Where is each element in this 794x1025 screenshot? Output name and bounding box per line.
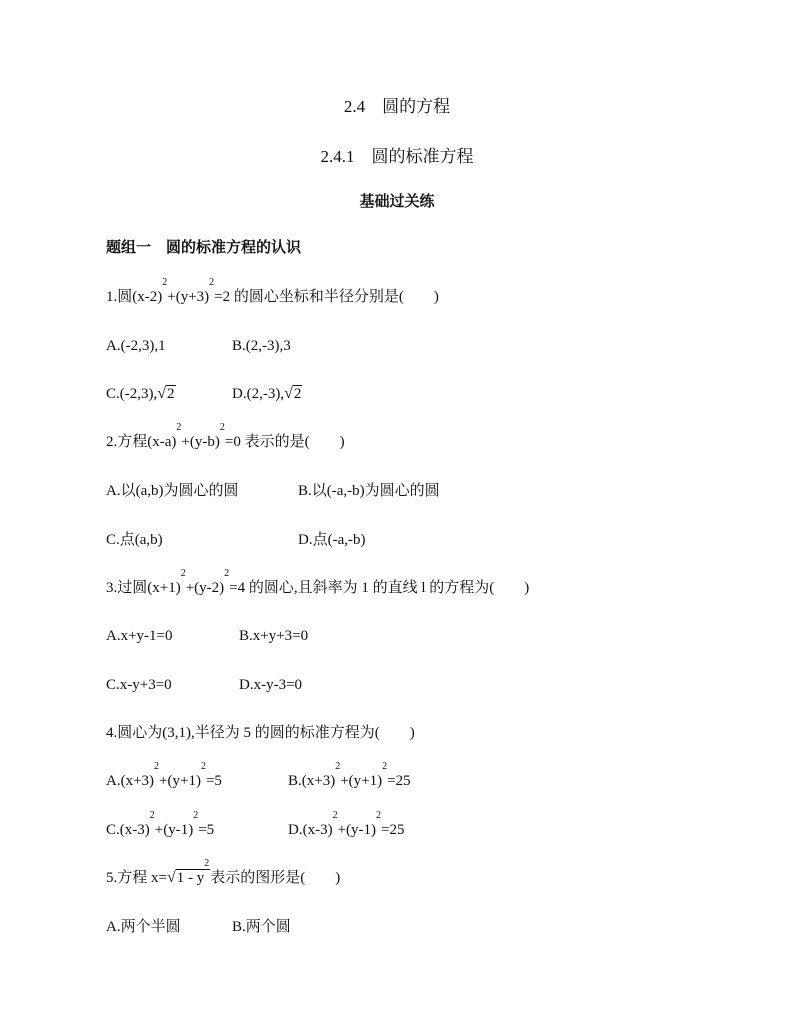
q1-option-d[interactable] [232, 383, 302, 405]
q3-option-d[interactable]: D.x-y-3=0 [239, 677, 303, 693]
q4-options-row-2 [106, 810, 405, 841]
q5-radicand [176, 858, 211, 886]
q4-b-exp-2: 2 [382, 761, 388, 772]
q4-a-text-post: =5 [205, 773, 222, 789]
q1-option-c[interactable] [106, 383, 232, 405]
q1-option-c-radicand: 2 [167, 386, 175, 402]
question-1 [106, 277, 439, 308]
sqrt-symbol: √2 [284, 385, 302, 402]
q4-option-a[interactable] [106, 761, 288, 792]
q2-exp-1: 2 [176, 422, 182, 433]
q1-options-row-1 [106, 335, 291, 357]
q4-b-text-mid: +(y+1) [340, 773, 383, 789]
q1-exp-2: 2 [209, 277, 215, 288]
q2-text-post: =0 表示的是( ) [224, 434, 345, 450]
q2-option-c[interactable]: C.点(a,b) [106, 532, 163, 548]
q4-c-exp-2: 2 [193, 810, 199, 821]
q3-option-b[interactable]: B.x+y+3=0 [239, 628, 309, 644]
q3-exp-2: 2 [224, 568, 230, 579]
q4-c-text-mid: +(y-1) [154, 822, 194, 838]
q5-radicand-exp: 2 [204, 858, 210, 869]
subsection-title: 2.4.1 圆的标准方程 [320, 147, 474, 166]
q4-options-row-1 [106, 761, 411, 792]
q3-options-row-1 [106, 625, 308, 647]
q1-option-c-text: C.(-2,3), [106, 386, 158, 402]
group-heading: 题组一 圆的标准方程的认识 [106, 240, 302, 256]
q4-option-c[interactable] [106, 810, 288, 841]
sqrt-symbol: √2 [157, 385, 175, 402]
q1-text-post: =2 的圆心坐标和半径分别是( ) [214, 289, 439, 305]
q5-options-row-1 [106, 916, 291, 938]
q4-b-text-post: =25 [387, 773, 411, 789]
q5-text: 5.方程 x= [106, 870, 167, 886]
q1-option-b[interactable]: B.(2,-3),3 [232, 338, 291, 354]
q4-c-text: C.(x-3) [106, 822, 150, 838]
q3-text-mid: +(y-2) [185, 580, 225, 596]
question-5 [106, 858, 341, 889]
q4-d-exp-1: 2 [332, 810, 338, 821]
section-title: 2.4 圆的方程 [343, 97, 451, 116]
sqrt-symbol: $√1 - y^2$ [166, 858, 210, 886]
question-3 [106, 568, 530, 599]
q3-text-post: =4 的圆心,且斜率为 1 的直线 l 的方程为( ) [229, 580, 530, 596]
q3-option-a[interactable]: A.x+y-1=0 [106, 628, 173, 644]
q4-a-text-mid: +(y+1) [159, 773, 201, 789]
q4-b-text: B.(x+3) [288, 773, 336, 789]
q4-c-text-post: =5 [198, 822, 215, 838]
q1-option-d-radicand: 2 [293, 386, 302, 402]
q1-exp-1: 2 [162, 277, 168, 288]
q1-options-row-2 [106, 383, 302, 405]
question-4: 4.圆心为(3,1),半径为 5 的圆的标准方程为( ) [106, 725, 415, 741]
q4-b-exp-1: 2 [335, 761, 341, 772]
q4-a-exp-1: 2 [154, 761, 160, 772]
q4-option-b[interactable] [288, 761, 411, 792]
q3-options-row-2 [106, 674, 302, 696]
q3-exp-1: 2 [180, 568, 186, 579]
question-2 [106, 422, 345, 453]
q5-option-b[interactable]: B.两个圆 [232, 919, 291, 935]
q3-text: 3.过圆(x+1) [106, 580, 181, 596]
q5-text-post: 表示的图形是( ) [210, 870, 341, 886]
q1-text: 1.圆(x-2) [106, 289, 163, 305]
q2-options-row-1 [106, 480, 440, 502]
q1-option-a[interactable]: A.(-2,3),1 [106, 338, 166, 354]
q2-option-a[interactable]: A.以(a,b)为圆心的圆 [106, 483, 239, 499]
q2-text: 2.方程(x-a) [106, 434, 177, 450]
q4-a-text: A.(x+3) [106, 773, 155, 789]
q2-text-mid: +(y-b) [181, 434, 220, 450]
q2-options-row-2 [106, 529, 365, 551]
q4-d-text: D.(x-3) [288, 822, 333, 838]
q5-option-a[interactable]: A.两个半圆 [106, 919, 181, 935]
q4-a-exp-2: 2 [200, 761, 206, 772]
q4-d-text-post: =25 [381, 822, 405, 838]
q5-radicand-text: 1 - y [176, 870, 205, 886]
q1-text-mid: +(y+3) [167, 289, 210, 305]
q4-d-text-mid: +(y-1) [337, 822, 377, 838]
q2-option-b[interactable]: B.以(-a,-b)为圆心的圆 [298, 483, 440, 499]
q2-option-d[interactable]: D.点(-a,-b) [298, 532, 366, 548]
q3-option-c[interactable]: C.x-y+3=0 [106, 677, 172, 693]
practice-title: 基础过关练 [359, 194, 435, 210]
q4-option-d[interactable] [288, 810, 405, 841]
q4-d-exp-2: 2 [376, 810, 382, 821]
q2-exp-2: 2 [219, 422, 225, 433]
q1-option-d-text: D.(2,-3), [232, 386, 285, 402]
q4-c-exp-1: 2 [149, 810, 155, 821]
